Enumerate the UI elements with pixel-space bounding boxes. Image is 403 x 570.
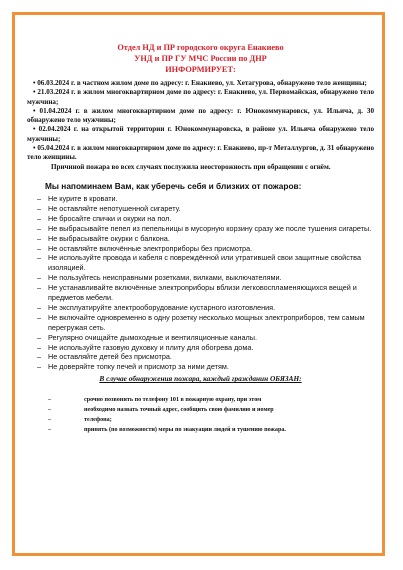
citizen-duty-title: В случае обнаружения пожара, каждый гражданин ОБЯЗАН: (99, 374, 302, 384)
poster-header (27, 42, 374, 75)
safety-tip-text: Не выбрасывайте пепел из пепельницы в мусорную корзину сразу же после тушения сигареты. (48, 223, 372, 233)
safety-tip-text: Не устанавливайте включённые электроприборы вблизи легковоспламеняющихся вещей и предметов мебели. (48, 283, 357, 303)
safety-tip (27, 362, 374, 372)
dash-bullet: – (37, 193, 42, 203)
safety-tip (27, 283, 374, 303)
citizen-duty-list (27, 395, 374, 435)
poster-content (27, 42, 374, 435)
duty-item-text: необходимо назвать точный адрес, сообщить свою фамилию и номер (84, 407, 274, 414)
header-ministry: УНД и ПР ГУ МЧС России по ДНР (134, 54, 267, 63)
duty-item (27, 415, 374, 425)
safety-tip (27, 273, 374, 283)
safety-tip-text: Регулярно очищайте дымоходные и вентиляционные каналы. (48, 332, 257, 342)
incident-item: • 06.03.2024 г. в частном жилом доме по адресу: г. Енакиево, ул. Хетагурова, обнаружено тело женщины; (33, 79, 367, 87)
safety-tip-text: Не включайте одновременно в одну розетку несколько мощных электроприборов, тем самым перегружая сеть. (48, 312, 365, 332)
dash-bullet: – (37, 283, 42, 293)
incident-list (27, 79, 374, 172)
incident-item: • 02.04.2024 г. на открытой территории г. Юнокоммунаровска, в районе ул. Ильича обнаружено тело мужчины; (27, 125, 374, 143)
safety-tip (27, 313, 374, 333)
dash-bullet: – (37, 352, 42, 362)
safety-tip-text: Не используйте газовую духовку и плиту для обогрева дома. (48, 342, 254, 352)
dash-bullet: – (48, 397, 52, 404)
dash-bullet: – (37, 332, 42, 342)
duty-item (27, 405, 374, 415)
safety-tip (27, 303, 374, 313)
poster-frame (12, 12, 385, 556)
header-department: Отдел НД и ПР городского округа Енакиево (117, 43, 284, 52)
dash-bullet: – (37, 213, 42, 223)
dash-bullet: – (37, 223, 42, 233)
incident-item: • 01.04.2024 г. в жилом многоквартирном доме по адресу: г. Юнокоммунаровск, ул. Ильича, д. 30 обнаружено тело мужчины; (27, 106, 374, 125)
safety-tip-text: Не выбрасывайте окурки с балкона. (48, 233, 170, 243)
safety-tip-text: Не оставляйте непотушенной сигарету. (48, 203, 181, 213)
safety-tip-text: Не используйте провода и кабеля с повреждённой или утратившей свои защитные свойства изоляцией. (48, 253, 361, 273)
dash-bullet: – (37, 253, 42, 263)
safety-tip-text: Не эксплуатируйте электрооборудование кустарного изготовления. (48, 302, 276, 312)
dash-bullet: – (37, 233, 42, 243)
safety-tip-text: Не доверяйте топку печей и присмотр за ними детям. (48, 362, 229, 372)
incident-item: • 05.04.2024 г. в жилом многоквартирном доме по адресу: г. Енакиево, пр-т Металлургов, д. 31 обнаружено тело женщины. (27, 144, 374, 162)
dash-bullet: – (37, 302, 42, 312)
safety-tip (27, 333, 374, 343)
safety-tip-text: Не пользуйтесь неисправными розетками, вилками, выключателями. (48, 273, 282, 283)
duty-item (27, 425, 374, 435)
safety-tip-text: Не бросайте спички и окурки на пол. (48, 213, 172, 223)
duty-item-text: срочно позвонить по телефону 101 в пожарную охрану, при этом (84, 397, 262, 404)
safety-tip (27, 244, 374, 254)
safety-tip-text: Не оставляйте детей без присмотра. (48, 352, 172, 362)
incident-item: • 21.03.2024 г. в жилом многоквартирном доме по адресу: г. Енакиево, ул. Первомайская, обнаружено тело мужчина; (27, 88, 374, 106)
safety-tips-list (27, 194, 374, 372)
dash-bullet: – (48, 417, 52, 424)
dash-bullet: – (37, 362, 42, 372)
duty-item-text: телефона; (84, 417, 112, 424)
dash-bullet: – (37, 203, 42, 213)
safety-tip (27, 204, 374, 214)
safety-tip (27, 194, 374, 204)
fire-cause-text: Причиной пожара во всех случаях послужила неосторожность при обращении с огнём. (51, 162, 331, 171)
dash-bullet: – (48, 407, 52, 414)
safety-tip (27, 214, 374, 224)
dash-bullet: – (37, 273, 42, 283)
safety-tip (27, 253, 374, 273)
dash-bullet: – (37, 312, 42, 322)
safety-tip-text: Не оставляйте включённые электроприборы без присмотра. (48, 243, 253, 253)
duty-item-text: принять (по возможности) меры по эвакуации людей и тушению пожара. (84, 427, 286, 434)
safety-tip-text: Не курите в кровати. (48, 193, 118, 203)
safety-tips-title: Мы напоминаем Вам, как уберечь себя и близких от пожаров: (45, 180, 302, 191)
safety-tip (27, 234, 374, 244)
dash-bullet: – (37, 342, 42, 352)
safety-tip (27, 224, 374, 234)
header-informs: ИНФОРМИРУЕТ: (165, 65, 236, 74)
duty-item (27, 395, 374, 405)
safety-tip (27, 343, 374, 353)
dash-bullet: – (48, 427, 52, 434)
safety-tip (27, 352, 374, 362)
dash-bullet: – (37, 243, 42, 253)
